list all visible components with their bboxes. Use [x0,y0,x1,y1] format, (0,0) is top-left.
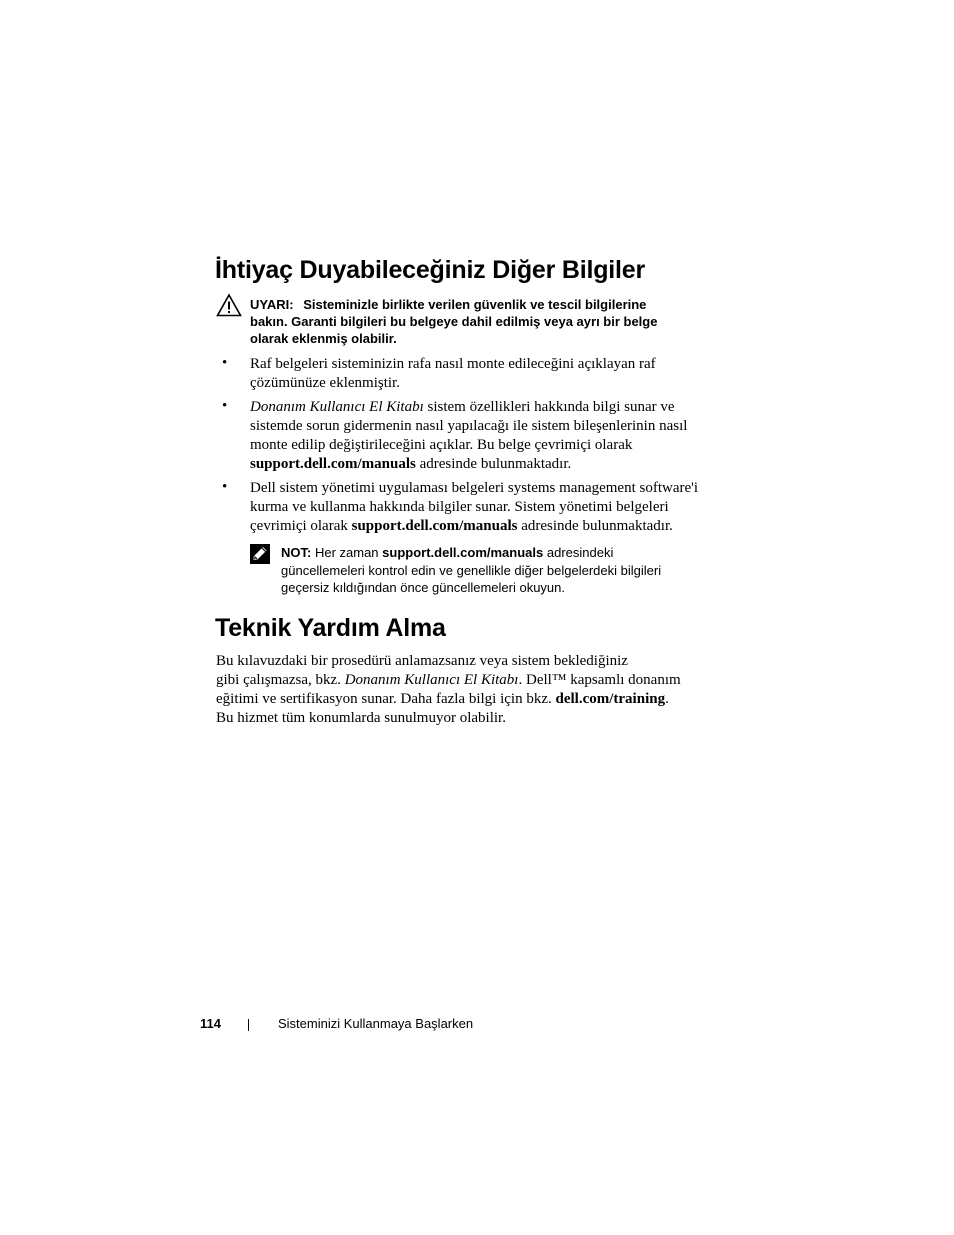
warning-line: bakın. Garanti bilgileri bu belgeye dahil edilmiş veya ayrı bir belge [250,314,658,329]
list-item-line: çevrimiçi olarak [250,518,352,534]
manuals-link[interactable]: support.dell.com/manuals [250,456,416,472]
warning-line: Sisteminizle birlikte verilen güvenlik ve tescil bilgilerine [303,297,647,312]
list-item-line: adresinde bulunmaktadır. [415,456,572,472]
paragraph-line: Bu hizmet tüm konumlarda sunulmuyor olabilir. [216,710,506,726]
paragraph-line: eğitimi ve sertifikasyon sunar. Daha fazla bilgi için bkz. [216,691,556,707]
list-item [250,355,720,393]
list-item-line: Dell sistem yönetimi uygulaması belgeleri systems management software'i [250,480,699,496]
note-line: geçersiz kıldığından önce güncellemeleri okuyun. [281,580,566,595]
list-item-line: kurma ve kullanma hakkında bilgiler sunar. Sistem yönetimi belgeleri [250,499,669,515]
list-item [250,479,720,536]
warning-icon [216,293,242,317]
manual-title: Donanım Kullanıcı El Kitabı [344,672,519,688]
section-title-other-info: İhtiyaç Duyabileceğiniz Diğer Bilgiler [215,256,646,284]
list-item-line: çözümünüze eklenmiştir. [250,375,400,391]
warning-line: olarak eklenmiş olabilir. [250,331,397,346]
note-line: güncellemeleri kontrol edin ve genellikle diğer belgelerdeki bilgileri [281,562,662,578]
manuals-link[interactable]: support.dell.com/manuals [382,545,544,560]
technical-help-paragraph [216,652,716,728]
paragraph-line: . Dell™ kapsamlı donanım [518,672,681,688]
paragraph-line: Bu kılavuzdaki bir prosedürü anlamazsanız veya sistem beklediğiniz [216,653,628,669]
note-label: NOT: [281,545,312,560]
page-number: 114 [200,1016,221,1031]
note-pencil-icon [250,544,270,564]
list-item-line: adresinde bulunmaktadır. [517,518,673,534]
paragraph-line: . [665,691,669,707]
list-item-line: sistem özellikleri hakkında bilgi sunar ve [423,399,675,415]
bullet-marker: • [222,355,228,371]
note-line: Her zaman [311,545,383,560]
list-item-line: Raf belgeleri sisteminizin rafa nasıl monte edileceğini açıklayan raf [250,356,656,372]
manual-title: Donanım Kullanıcı El Kitabı [250,399,424,415]
footer-separator [248,1019,249,1031]
list-item [250,398,720,474]
list-item-line: sistemde sorun gidermenin nasıl yapılacağı ile sistem bileşenlerinin nasıl [250,418,688,434]
note-line: adresindeki [543,545,614,560]
warning-label: UYARI: [250,297,294,312]
paragraph-line: gibi çalışmazsa, bkz. [216,672,345,688]
note-text [281,544,711,597]
manuals-link[interactable]: support.dell.com/manuals [351,518,518,534]
bullet-marker: • [222,479,228,495]
warning-text [250,296,720,347]
section-title-technical-help: Teknik Yardım Alma [215,614,446,642]
footer-section-title: Sisteminizi Kullanmaya Başlarken [278,1016,474,1031]
list-item-line: monte edilip değiştirileceğini açıklar. Bu belge çevrimiçi olarak [250,437,633,453]
training-link[interactable]: dell.com/training [555,691,666,707]
bullet-marker: • [222,398,228,414]
